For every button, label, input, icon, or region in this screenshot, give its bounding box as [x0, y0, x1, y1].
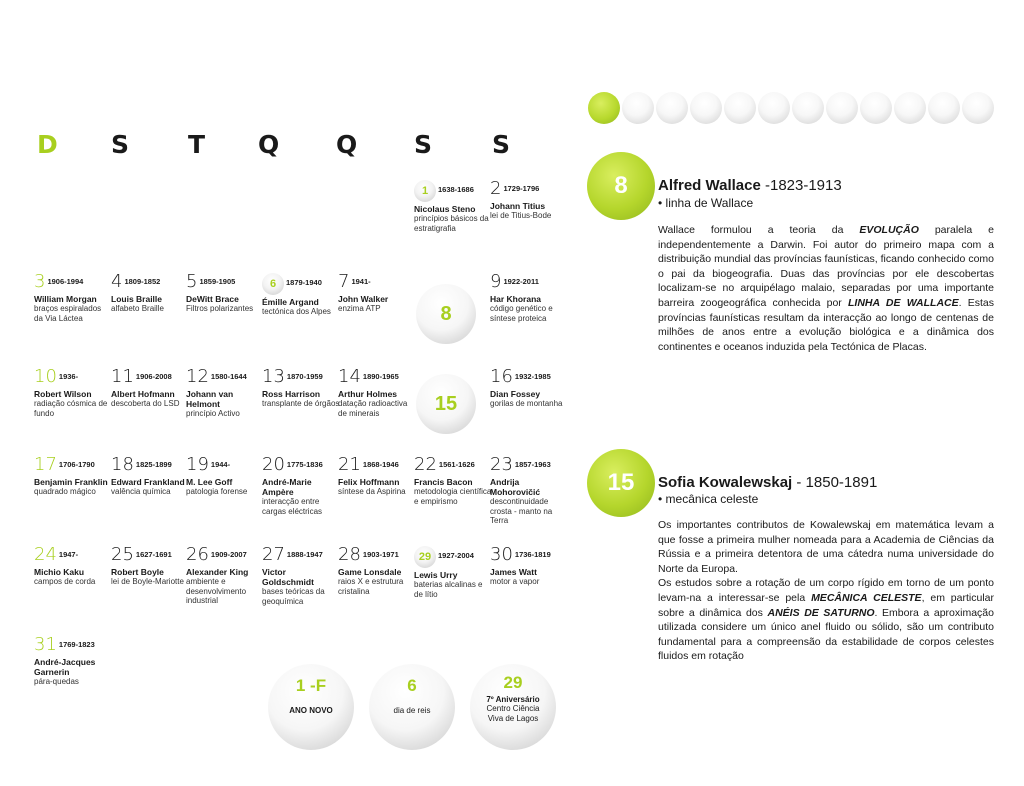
day-number: 13: [262, 366, 285, 387]
life-years: 1941-: [351, 277, 371, 286]
contribution: transplante de órgãos: [262, 399, 340, 408]
contribution: raios X e estrutura cristalina: [338, 577, 404, 596]
life-years: 1927-2004: [438, 551, 474, 561]
month-dot: [962, 92, 994, 124]
holiday-anniversary: [470, 664, 556, 750]
month-dot: [588, 92, 620, 124]
life-years: 1706-1790: [58, 460, 95, 469]
contribution: patologia forense: [186, 487, 248, 496]
calendar-day: [338, 546, 416, 596]
life-years: 1769-1823: [58, 640, 95, 649]
scientist-name: John Walker: [338, 294, 389, 304]
calendar-day: [414, 180, 492, 233]
life-years: 1922-2011: [503, 277, 539, 286]
contribution: princípios básicos da estratigrafia: [414, 214, 489, 233]
day-number: 30: [490, 544, 513, 565]
feature-name: Sofia Kowalewskaj: [658, 474, 793, 491]
holiday-label: dia de reis: [393, 706, 431, 715]
day-number: 14: [338, 366, 361, 387]
scientist-name: Ross Harrison: [262, 389, 321, 399]
contribution: Filtros polarizantes: [186, 304, 254, 313]
day-number: 17: [34, 454, 57, 475]
life-years: 1729-1796: [503, 184, 540, 193]
calendar-day: [186, 273, 264, 314]
feature-name: Alfred Wallace: [658, 177, 761, 194]
calendar-day: [34, 368, 112, 418]
contribution: datação radioactiva de minerais: [338, 399, 408, 418]
day-number: 22: [414, 454, 437, 475]
scientist-name: Arthur Holmes: [338, 389, 398, 399]
highlight-day-15: [416, 374, 476, 434]
calendar-day: [414, 456, 492, 506]
holiday-number: 1 -F: [295, 676, 327, 695]
calendar-day: [111, 456, 189, 497]
day-number: 29: [414, 546, 436, 568]
contribution: radiação cósmica de fundo: [34, 399, 108, 418]
weekday-label: Q: [258, 130, 280, 159]
life-years: 1561-1626: [438, 460, 475, 469]
contribution: descoberta do LSD: [111, 399, 180, 408]
contribution: interacção entre cargas eléctricas: [262, 497, 323, 516]
calendar-day: [262, 368, 340, 409]
day-number: 2: [490, 178, 502, 199]
holiday-kings-day: [369, 664, 455, 750]
scientist-name: Victor Goldschmidt: [262, 567, 314, 587]
month-dot: [622, 92, 654, 124]
contribution: princípio Activo: [186, 409, 240, 418]
scientist-name: William Morgan: [34, 294, 97, 304]
scientist-name: Benjamin Franklin: [34, 477, 108, 487]
day-number: 21: [338, 454, 361, 475]
contribution: braços espiralados da Via Láctea: [34, 304, 102, 323]
calendar-day: [262, 273, 340, 317]
highlight-day-8: [416, 284, 476, 344]
contribution: campos de corda: [34, 577, 96, 586]
contribution: tectónica dos Alpes: [262, 307, 331, 316]
contribution: gorilas de montanha: [490, 399, 563, 408]
calendar-day: [414, 546, 492, 599]
calendar-day: [490, 273, 568, 323]
life-years: 1870-1959: [286, 372, 323, 381]
day-number: 1: [414, 180, 436, 202]
calendar-day: [338, 368, 416, 418]
scientist-name: DeWitt Brace: [186, 294, 239, 304]
day-number: 20: [262, 454, 285, 475]
month-dot: [656, 92, 688, 124]
month-dot: [724, 92, 756, 124]
scientist-name: Lewis Urry: [414, 570, 458, 580]
scientist-name: Robert Boyle: [111, 567, 164, 577]
day-number: 16: [490, 366, 513, 387]
life-years: 1775-1836: [286, 460, 323, 469]
weekday-label: S: [492, 130, 511, 159]
day-number: 31: [34, 634, 57, 655]
day-number: 28: [338, 544, 361, 565]
holiday-sub: Centro Ciência Viva de Lagos: [486, 704, 540, 723]
life-years: 1627-1691: [135, 550, 172, 559]
calendar-day: [111, 273, 189, 314]
month-dot: [792, 92, 824, 124]
scientist-name: André-Marie Ampère: [262, 477, 312, 497]
calendar-day: [34, 456, 112, 497]
month-dot: [860, 92, 892, 124]
scientist-name: Andrija Mohorovičić: [490, 477, 541, 497]
scientist-name: Game Lonsdale: [338, 567, 402, 577]
weekday-label: S: [414, 130, 433, 159]
feature-day-ball: 15: [587, 449, 655, 517]
calendar-day: [490, 368, 568, 409]
calendar-day: [186, 456, 264, 497]
weekday-label: D: [37, 130, 58, 159]
contribution: código genético e síntese proteica: [490, 304, 553, 323]
scientist-name: Albert Hofmann: [111, 389, 175, 399]
contribution: lei de Titius-Bode: [490, 211, 552, 220]
day-number: 23: [490, 454, 513, 475]
month-dot: [894, 92, 926, 124]
scientist-name: Robert Wilson: [34, 389, 92, 399]
feature-subtitle: • mecânica celeste: [658, 492, 759, 506]
scientist-name: Émille Argand: [262, 297, 319, 307]
feature-text: Wallace formulou a teoria da EVOLUÇÃO paralela e independentemente a Darwin. Foi autor do primeiro mapa com a distribuição mundial das províncias faunísticas, ficando conhecido como o pai da biogeografia. Duas das províncias por ele descobertas localizam-se no arquipélago malaio, separadas por uma importante barreira zoogeográfica conhecida por LINHA DE WALLACE. Estas províncias faunísticas resultam da interacção ao longo de centenas de milhões de anos entre a evolução biológica e a dinâmica dos continentes e oceanos induzida pela Tectónica de Placas.: [658, 224, 994, 353]
life-years: 1947-: [58, 550, 79, 559]
calendar-day: [262, 546, 340, 606]
life-years: 1868-1946: [362, 460, 399, 469]
contribution: metodologia científica e empirismo: [414, 487, 492, 506]
life-years: 1580-1644: [210, 372, 247, 381]
day-number: 10: [34, 366, 57, 387]
scientist-name: Felix Hoffmann: [338, 477, 400, 487]
scientist-name: Francis Bacon: [414, 477, 473, 487]
contribution: enzima ATP: [338, 304, 381, 313]
scientist-name: Nicolaus Steno: [414, 204, 476, 214]
feature-subtitle: • linha de Wallace: [658, 196, 754, 210]
contribution: alfabeto Braille: [111, 304, 164, 313]
calendar-day: [338, 456, 416, 497]
life-years: 1903-1971: [362, 550, 399, 559]
day-number: 26: [186, 544, 209, 565]
highlight-day-number: 8: [440, 303, 452, 325]
feature-text: Os importantes contributos de Kowalewskaj em matemática levam a que fosse a primeira mulher nomeada para a Academia de Ciências da Rússia e a primeira detentora de uma cátedra numa universidade do Norte da Europa. Os estudos sobre a rotação de um corpo rígido em torno de um ponto levam-na a interessar-se pela MECÂNICA CELESTE, em particular sobre a dinâmica dos ANÉIS DE SATURNO. Embora a aproximação utilizada considere um único anel fluido ou sólido, são um contributo fundamental para a compreensão da estabilidade de corpos celestes fluidos em rotação: [658, 519, 994, 663]
life-years: 1638-1686: [438, 185, 474, 195]
contribution: pára-quedas: [34, 677, 79, 686]
life-years: 1906-1994: [47, 277, 84, 286]
calendar-day: [186, 546, 264, 606]
life-years: 1859-1905: [199, 277, 236, 286]
contribution: baterias alcalinas e de lítio: [414, 580, 483, 599]
life-years: 1936-: [58, 372, 79, 381]
contribution: quadrado mágico: [34, 487, 96, 496]
weekday-label: T: [188, 130, 206, 159]
feature-title: [658, 474, 877, 491]
calendar-day: [111, 368, 189, 409]
life-years: 1932-1985: [514, 372, 551, 381]
day-number: 12: [186, 366, 209, 387]
day-number: 6: [262, 273, 284, 295]
scientist-name: James Watt: [490, 567, 537, 577]
life-years: 1944-: [210, 460, 231, 469]
life-years: 1890-1965: [362, 372, 399, 381]
calendar-day: [34, 546, 112, 587]
day-number: 25: [111, 544, 134, 565]
weekday-label: Q: [336, 130, 358, 159]
calendar-day: [111, 546, 189, 587]
feature-years: - 1850-1891: [792, 474, 878, 491]
day-number: 9: [490, 271, 502, 292]
contribution: lei de Boyle-Mariotte: [111, 577, 184, 586]
life-years: 1809-1852: [124, 277, 161, 286]
calendar-day: [186, 368, 264, 419]
month-dot: [758, 92, 790, 124]
scientist-name: Michio Kaku: [34, 567, 85, 577]
life-years: 1857-1963: [514, 460, 551, 469]
scientist-name: Har Khorana: [490, 294, 542, 304]
calendar-day: [34, 273, 112, 323]
feature-day-ball: 8: [587, 152, 655, 220]
scientist-name: Johann Titius: [490, 201, 546, 211]
scientist-name: Dian Fossey: [490, 389, 541, 399]
weekday-label: S: [111, 130, 130, 159]
scientist-name: Alexander King: [186, 567, 249, 577]
month-dot: [928, 92, 960, 124]
life-years: 1879-1940: [286, 278, 322, 288]
scientist-name: Edward Frankland: [111, 477, 185, 487]
day-number: 19: [186, 454, 209, 475]
life-years: 1825-1899: [135, 460, 172, 469]
contribution: valência química: [111, 487, 171, 496]
scientist-name: André-Jacques Garnerin: [34, 657, 96, 677]
calendar-day: [490, 456, 568, 526]
life-years: 1888-1947: [286, 550, 323, 559]
day-number: 18: [111, 454, 134, 475]
holiday-label: 7º Aniversário: [486, 695, 540, 704]
calendar-day: [34, 636, 112, 687]
contribution: motor a vapor: [490, 577, 540, 586]
contribution: bases teóricas da geoquímica: [262, 587, 325, 606]
day-number: 11: [111, 366, 134, 387]
day-number: 3: [34, 271, 46, 292]
scientist-name: Johann van Helmont: [186, 389, 234, 409]
contribution: descontinuidade crosta - manto na Terra: [490, 497, 553, 525]
calendar-day: [490, 180, 568, 221]
day-number: 5: [186, 271, 198, 292]
highlight-day-number: 15: [434, 393, 458, 415]
holiday-number: 6: [407, 676, 417, 695]
life-years: 1906-2008: [135, 372, 172, 381]
feature-years: -1823-1913: [760, 177, 842, 194]
scientist-name: M. Lee Goff: [186, 477, 233, 487]
calendar-day: [262, 456, 340, 516]
contribution: síntese da Aspirina: [338, 487, 406, 496]
holiday-new-year: [268, 664, 354, 750]
holiday-number: 29: [503, 673, 523, 692]
calendar-day: [490, 546, 568, 587]
day-number: 27: [262, 544, 285, 565]
life-years: 1909-2007: [210, 550, 247, 559]
life-years: 1736-1819: [514, 550, 551, 559]
holiday-label: ANO NOVO: [289, 706, 333, 715]
day-number: 7: [338, 271, 350, 292]
month-dot: [690, 92, 722, 124]
calendar-day: [338, 273, 416, 314]
scientist-name: Louis Braille: [111, 294, 163, 304]
day-number: 24: [34, 544, 57, 565]
day-number: 4: [111, 271, 123, 292]
feature-title: [658, 177, 842, 194]
month-dot: [826, 92, 858, 124]
contribution: ambiente e desenvolvimento industrial: [186, 577, 247, 605]
